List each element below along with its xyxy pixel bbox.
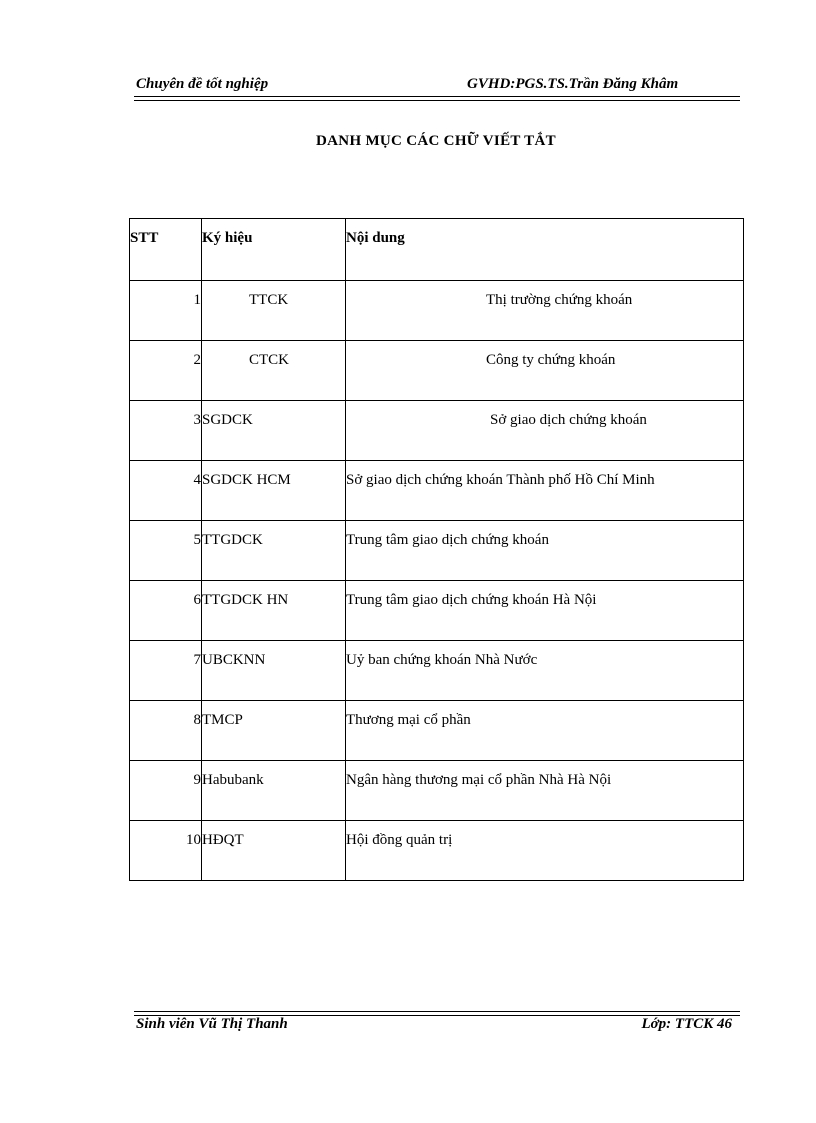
column-header-stt: STT [130, 219, 202, 281]
row-content: Hội đồng quản trị [346, 821, 744, 881]
row-content: Thương mại cổ phần [346, 701, 744, 761]
table-row [130, 821, 744, 881]
table-row [130, 461, 744, 521]
row-symbol: TMCP [202, 701, 346, 761]
page-title: DANH MỤC CÁC CHỮ VIẾT TẮT [316, 133, 556, 149]
row-content: Uỷ ban chứng khoán Nhà Nước [346, 641, 744, 701]
row-symbol: TTGDCK [202, 521, 346, 581]
row-stt: 1 [130, 281, 202, 341]
row-symbol: HĐQT [202, 821, 346, 881]
row-content: Trung tâm giao dịch chứng khoán Hà Nội [346, 581, 744, 641]
table-row [130, 521, 744, 581]
row-content: Công ty chứng khoán [346, 341, 744, 401]
table-row [130, 281, 744, 341]
table-row [130, 341, 744, 401]
column-header-symbol: Ký hiệu [202, 219, 346, 281]
row-symbol: UBCKNN [202, 641, 346, 701]
row-symbol: SGDCK [202, 401, 346, 461]
row-content: Thị trường chứng khoán [346, 281, 744, 341]
row-stt: 3 [130, 401, 202, 461]
row-symbol: Habubank [202, 761, 346, 821]
table-row [130, 401, 744, 461]
row-content: Sở giao dịch chứng khoán Thành phố Hồ Chí Minh [346, 461, 744, 521]
row-content: Sở giao dịch chứng khoán [346, 401, 744, 461]
row-stt: 4 [130, 461, 202, 521]
abbreviation-table [129, 218, 744, 881]
row-content: Ngân hàng thương mại cổ phần Nhà Hà Nội [346, 761, 744, 821]
page-footer [134, 1016, 740, 1036]
row-stt: 5 [130, 521, 202, 581]
row-stt: 2 [130, 341, 202, 401]
table-row [130, 701, 744, 761]
table-row [130, 761, 744, 821]
row-stt: 8 [130, 701, 202, 761]
footer-student: Sinh viên Vũ Thị Thanh [136, 1016, 288, 1032]
table-row [130, 581, 744, 641]
table-row [130, 641, 744, 701]
table-header-row [130, 219, 744, 281]
row-stt: 9 [130, 761, 202, 821]
footer-class: Lớp: TTCK 46 [641, 1016, 732, 1032]
header-thesis-label: Chuyên đề tốt nghiệp [136, 76, 269, 92]
row-symbol: SGDCK HCM [202, 461, 346, 521]
row-stt: 7 [130, 641, 202, 701]
row-symbol: TTCK [202, 281, 346, 341]
row-content: Trung tâm giao dịch chứng khoán [346, 521, 744, 581]
row-stt: 6 [130, 581, 202, 641]
row-symbol: TTGDCK HN [202, 581, 346, 641]
row-symbol: CTCK [202, 341, 346, 401]
page-header [134, 76, 740, 96]
header-divider [134, 96, 740, 101]
column-header-content: Nội dung [346, 219, 744, 281]
header-advisor: GVHD:PGS.TS.Trần Đăng Khâm [467, 76, 679, 92]
row-stt: 10 [130, 821, 202, 881]
